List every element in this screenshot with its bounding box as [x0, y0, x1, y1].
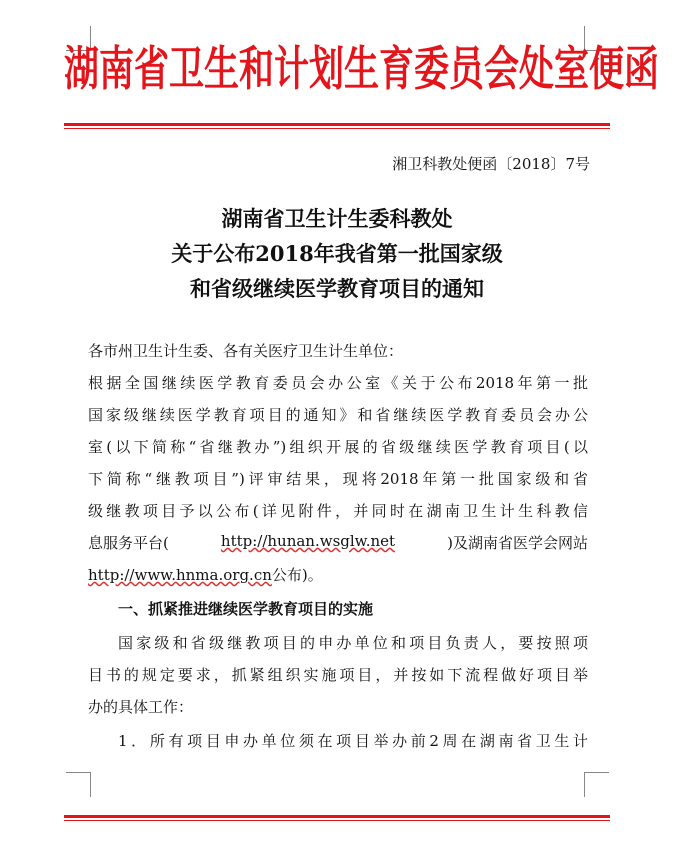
paragraph-1-line-1: 根据全国继续医学教育委员会办公室《关于公布2018年第一批: [88, 374, 588, 392]
section-1-line-1: 国家级和省级继教项目的申办单位和项目负责人，要按照项: [118, 634, 588, 652]
notice-title-line-2: 关于公布2018年我省第一批国家级: [171, 241, 503, 266]
notice-title-line-1: 湖南省卫生计生委科教处: [221, 206, 453, 231]
section-1-line-3: 办的具体工作：: [88, 698, 194, 716]
text-segment: )及湖南省医学会网站: [447, 534, 588, 552]
crop-mark-bottom-left: [66, 772, 91, 797]
paragraph-1-line-7: [88, 564, 323, 585]
paragraph-1-line-4: 下简称“继教项目”)评审结果，现将2018年第一批国家级和省: [88, 470, 588, 488]
section-1-heading: 一、抓紧推进继续医学教育项目的实施: [118, 600, 374, 618]
paragraph-1-line-5: 级继教项目予以公布(详见附件，并同时在湖南卫生计生科教信: [88, 502, 588, 520]
notice-title-line-3: 和省级继续医学教育项目的通知: [190, 276, 484, 301]
footer-rule-thick: [64, 815, 610, 818]
text-segment: 息服务平台(: [88, 534, 169, 552]
text-segment: 公布)。: [271, 566, 323, 584]
medical-association-url-link[interactable]: http://www.hnma.org.cn: [88, 566, 272, 584]
paragraph-1-line-2: 国家级继续医学教育项目的通知》和省继续医学教育委员会办公: [88, 406, 588, 424]
letterhead-title: 湖南省卫生和计划生育委员会处室便函: [64, 43, 660, 97]
letterhead-rule-thin: [64, 128, 610, 129]
crop-mark-bottom-right: [584, 772, 609, 797]
paragraph-1-line-6: [88, 532, 588, 553]
paragraph-1-line-3: 室(以下简称“省继教办”)组织开展的省级继续医学教育项目(以: [88, 438, 588, 456]
document-number: 湘卫科教处便函〔2018〕7号: [392, 155, 590, 173]
section-1-line-2: 目书的规定要求，抓紧组织实施项目，并按如下流程做好项目举: [88, 666, 588, 684]
footer-rule-thin: [64, 820, 610, 821]
item-1-line-1: 1．所有项目申办单位须在项目举办前2周在湖南省卫生计: [118, 732, 588, 750]
platform-url-link[interactable]: http://hunan.wsglw.net: [220, 532, 396, 550]
salutation: 各市州卫生计生委、各有关医疗卫生计生单位：: [88, 342, 404, 360]
letterhead-rule-thick: [64, 123, 610, 126]
